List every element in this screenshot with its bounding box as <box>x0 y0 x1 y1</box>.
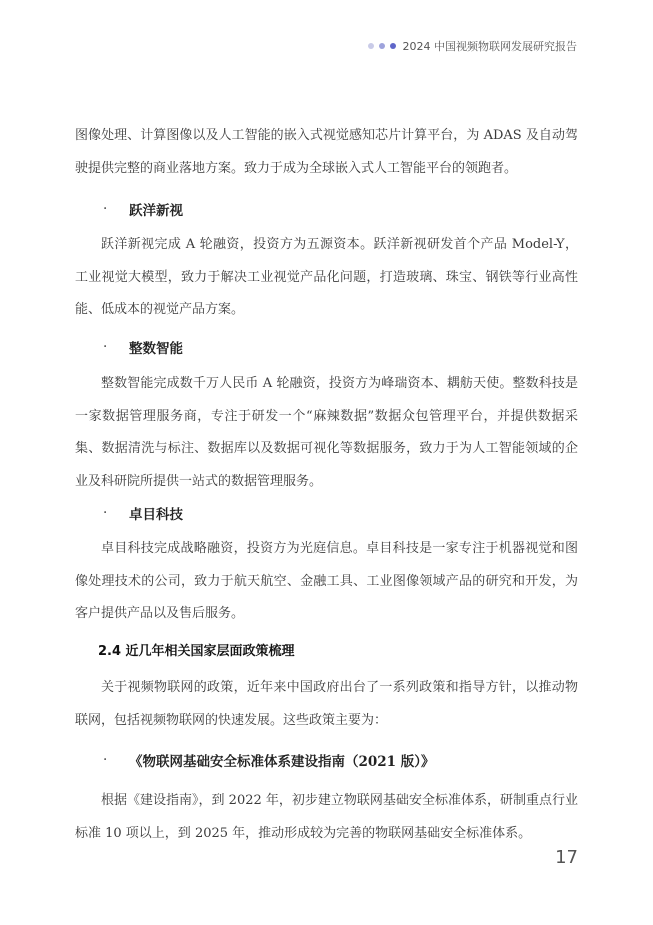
bullet-label: 整数智能 <box>129 341 183 357</box>
bullet-marker: · <box>103 201 108 217</box>
paragraph-guideline: 根据《建设指南》，到 2022 年，初步建立物联网基础安全标准体系，研制重点行业标准 10 项以上，到 2025 年，推动形成较为完善的物联网基础安全标准体系。 <box>75 793 578 841</box>
page-header <box>368 38 578 54</box>
bullet-marker: · <box>103 339 108 355</box>
bullet-heading-zhengshu <box>103 337 183 357</box>
paragraph-zhengshu: 整数智能完成数千万人民币 A 轮融资，投资方为峰瑞资本、耦舫天使。整数科技是一家数据管理服务商，专注于研发一个“麻辣数据”数据众包管理平台，并提供数据采集、数据清洗与标注、数据库以及数据可视化等数据服务，致力于为人工智能领域的企业及科研院所提供一站式的数据管理服务。 <box>75 376 578 489</box>
section-title: 2.4 近几年相关国家层面政策梳理 <box>98 644 295 659</box>
bullet-label: 跃洋新视 <box>129 203 183 219</box>
header-dot-2 <box>379 43 385 49</box>
bullet-heading-zhuomu <box>103 503 183 523</box>
bullet-heading-yueyang <box>103 199 183 219</box>
report-title: 2024 中国视频物联网发展研究报告 <box>402 40 577 53</box>
bullet-marker: · <box>103 505 108 521</box>
bullet-label: 卓目科技 <box>129 507 183 523</box>
paragraph-zhuomu: 卓目科技完成战略融资，投资方为光庭信息。卓目科技是一家专注于机器视觉和图像处理技术的公司，致力于航天航空、金融工具、工业图像领域产品的研究和开发，为客户提供产品以及售后服务。 <box>75 541 578 621</box>
header-dot-1 <box>368 43 374 49</box>
bullet-marker: · <box>103 752 108 768</box>
page-number: 17 <box>555 847 578 868</box>
paragraph-policy-intro: 关于视频物联网的政策，近年来中国政府出台了一系列政策和指导方针，以推动物联网，包括视频物联网的快速发展。这些政策主要为： <box>75 680 578 728</box>
paragraph-yueyang: 跃洋新视完成 A 轮融资，投资方为五源资本。跃洋新视研发首个产品 Model-Y，工业视觉大模型，致力于解决工业视觉产品化问题，打造玻璃、珠宝、钢铁等行业高性能、低成本的视觉产品方案。 <box>75 237 578 317</box>
bullet-label: 《物联网基础安全标准体系建设指南（2021 版）》 <box>129 754 435 770</box>
bullet-heading-guideline <box>103 750 435 770</box>
header-dot-3 <box>390 43 396 49</box>
header-dots <box>368 43 396 49</box>
paragraph-intro-continuation: 图像处理、计算图像以及人工智能的嵌入式视觉感知芯片计算平台，为 ADAS 及自动驾驶提供完整的商业落地方案。致力于成为全球嵌入式人工智能平台的领跑者。 <box>75 128 578 176</box>
